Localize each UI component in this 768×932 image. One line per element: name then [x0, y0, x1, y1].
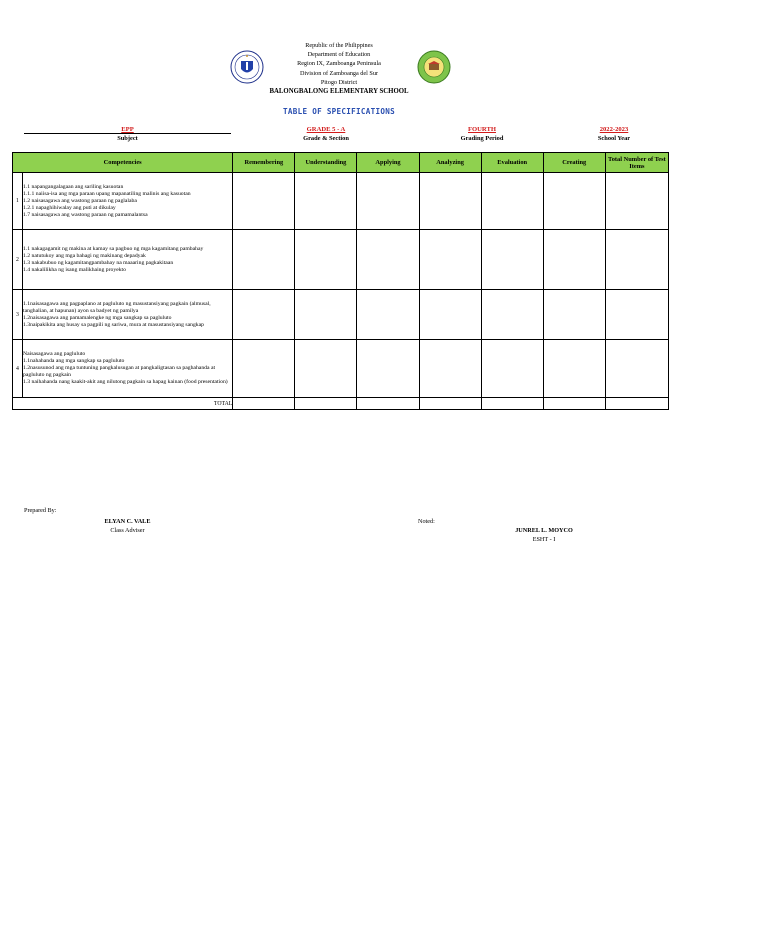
grade-section-label: Grade & Section: [303, 135, 349, 142]
table-row: [13, 173, 669, 230]
school-year-label: School Year: [597, 135, 631, 142]
col-applying: Applying: [357, 153, 419, 173]
competency-line: 1.1nahahanda ang mga sangkap sa pagluluto: [23, 358, 125, 364]
cell-creating: [543, 230, 605, 290]
cell-total: [605, 230, 668, 290]
col-total-items: Total Number of Test Items: [605, 153, 668, 173]
cell-analyzing: [419, 398, 481, 410]
grading-period-value: FOURTH: [468, 126, 496, 133]
header-line: Republic of the Philippines: [305, 42, 373, 49]
competency-line: 1.1 nakagagamit ng makina at kamay sa pagbuo ng mga kagamitang pambahay: [23, 245, 204, 252]
cell-remembering: [233, 398, 295, 410]
cell-evaluation: [481, 290, 543, 340]
header-row: [13, 153, 669, 173]
prepared-by-name: ELYAN C. VALE: [104, 518, 151, 525]
prepared-by-label: Prepared By:: [24, 507, 57, 514]
cell-remembering: [233, 340, 295, 398]
noted-title: ESHT - I: [532, 536, 556, 543]
cell-analyzing: [419, 340, 481, 398]
cell-creating: [543, 290, 605, 340]
document-title: TABLE OF SPECIFICATIONS: [282, 107, 396, 116]
subject-rule: [24, 133, 231, 134]
cell-remembering: [233, 230, 295, 290]
cell-evaluation: [481, 398, 543, 410]
table-row: [13, 230, 669, 290]
specifications-table: [12, 152, 669, 410]
cell-applying: [357, 173, 419, 230]
cell-applying: [357, 290, 419, 340]
competency-line: 1.1.1 naiisa-isa ang mga paraan upang mapanatiling malinis ang kasuotan: [23, 190, 191, 197]
competency-line: 1.2nasusunod ang mga tuntuning pangkalusugan at pangkaligtasan sa paghahanda at pagluluto ng pagkain: [23, 365, 216, 378]
competency-line: 1.2 natutukoy ang mga bahagi ng makinang depadyak: [23, 252, 146, 259]
competency-line: 1.4 nakalilikha ng isang malikhaing proyekto: [23, 266, 126, 273]
total-label: TOTAL: [13, 398, 233, 410]
subject-value: EPP: [121, 126, 134, 133]
competency-line: 1.1 napangangalagaan ang sariling kasuotan: [23, 183, 124, 190]
cell-analyzing: [419, 173, 481, 230]
noted-name: JUNREL L. MOYCO: [515, 527, 573, 534]
header-line: Pitogo District: [320, 78, 358, 86]
table-row: [13, 290, 669, 340]
competency-cell: [23, 230, 233, 290]
cell-evaluation: [481, 173, 543, 230]
col-analyzing: Analyzing: [419, 153, 481, 173]
school-name: BALONGBALONG ELEMENTARY SCHOOL: [269, 88, 409, 95]
competency-line: 1.1naisasagawa ang pagpaplano at pagluluto ng masustansiyang pagkain (almusal, tanghalian, at hapunan) ayon sa badyet ng pamilya: [23, 300, 211, 314]
competency-line: 1.3naipakikita ang husay sa pagpili ng sariwa, mura at masustansiyang sangkap: [23, 321, 205, 328]
table-row: [13, 340, 669, 398]
col-understanding: Understanding: [295, 153, 357, 173]
competency-cell: [23, 173, 233, 230]
cell-understanding: [295, 398, 357, 410]
cell-creating: [543, 398, 605, 410]
cell-applying: [357, 398, 419, 410]
cell-understanding: [295, 290, 357, 340]
col-remembering: Remembering: [233, 153, 295, 173]
cell-remembering: [233, 290, 295, 340]
competency-line: 1.3 naihahanda nang kaakit-akit ang nilutong pagkain sa hapag kainan (food presentation): [23, 379, 228, 385]
header-line: Region IX, Zamboanga Peninsula: [297, 60, 381, 68]
cell-total: [605, 398, 668, 410]
grading-period-label: Grading Period: [460, 135, 504, 142]
cell-understanding: [295, 230, 357, 290]
total-row: [13, 398, 669, 410]
cell-creating: [543, 173, 605, 230]
competency-line: 1.3 nakabubuo ng kagamitangpambahay na maaaring pagkakitaan: [23, 259, 174, 266]
col-competencies: Competencies: [13, 153, 233, 173]
row-number: 4: [13, 340, 23, 398]
competency-line: 1.2 naisasagawa ang wastong paraan ng paglalaba: [23, 197, 137, 204]
col-creating: Creating: [543, 153, 605, 173]
school-year-value: 2022-2023: [599, 126, 629, 133]
cell-evaluation: [481, 340, 543, 398]
cell-total: [605, 340, 668, 398]
cell-analyzing: [419, 230, 481, 290]
cell-understanding: [295, 173, 357, 230]
col-evaluation: Evaluation: [481, 153, 543, 173]
cell-total: [605, 173, 668, 230]
competency-line: 1.2.1 napaghihiwalay ang puti at dikulay: [23, 204, 116, 211]
prepared-by-title: Class Adviser: [110, 527, 145, 534]
noted-label: Noted:: [418, 518, 435, 525]
cell-applying: [357, 230, 419, 290]
cell-total: [605, 290, 668, 340]
header-line: Department of Education: [307, 51, 371, 59]
competency-cell: [23, 290, 233, 340]
competency-line: 1.2naisasagawa ang pamamalengke ng mga sangkap sa pagluluto: [23, 314, 172, 321]
cell-understanding: [295, 340, 357, 398]
competency-line: 1.7 naisasagawa ang wastong paraan ng pamamalantsa: [23, 211, 148, 218]
agency-header: [230, 41, 448, 87]
header-line: Division of Zamboanga del Sur: [299, 69, 379, 77]
row-number: 3: [13, 290, 23, 340]
cell-creating: [543, 340, 605, 398]
grade-section-value: GRADE 5 - A: [306, 126, 346, 133]
row-number: 2: [13, 230, 23, 290]
subject-label: Subject: [117, 135, 138, 142]
competency-line: Naisasagawa ang pagluluto: [23, 351, 86, 357]
cell-analyzing: [419, 290, 481, 340]
row-number: 1: [13, 173, 23, 230]
cell-evaluation: [481, 230, 543, 290]
cell-remembering: [233, 173, 295, 230]
competency-cell: [23, 340, 233, 398]
cell-applying: [357, 340, 419, 398]
